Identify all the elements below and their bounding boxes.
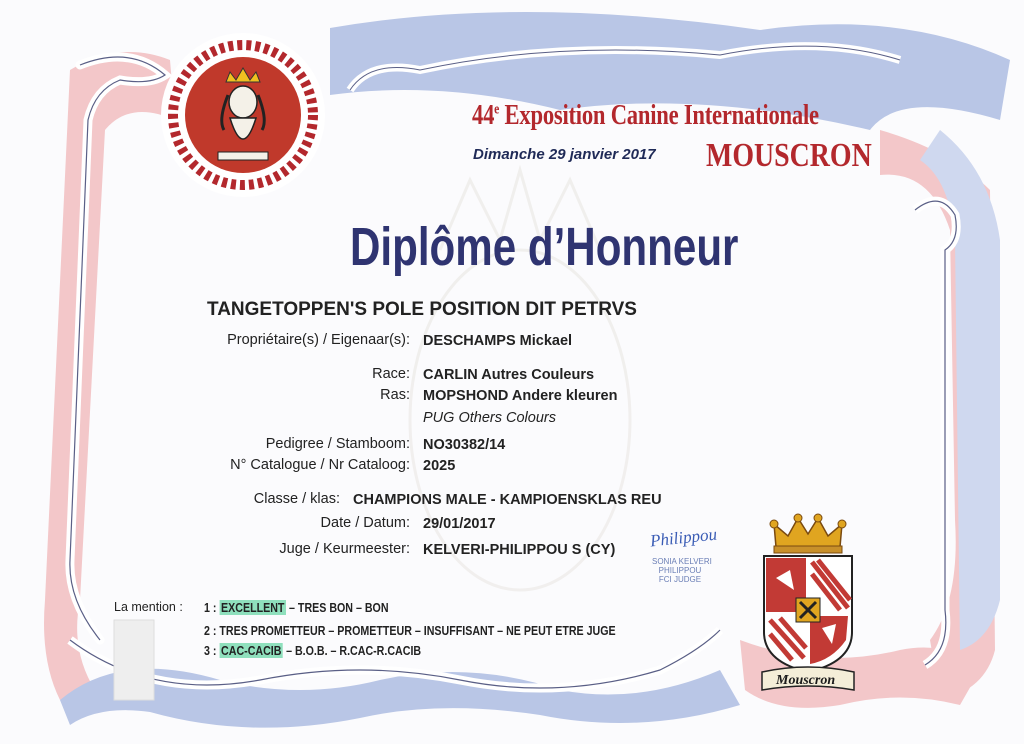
date-value: 29/01/2017 — [423, 516, 496, 532]
classe-label: Classe / klas: — [253, 491, 340, 507]
crown-icon — [770, 514, 846, 553]
date-label: Date / Datum: — [320, 515, 410, 531]
mention-cac-highlight: CAC-CACIB — [221, 643, 282, 658]
race-label: Race: — [372, 366, 410, 382]
coat-of-arms-icon — [756, 512, 860, 697]
event-title: 44e Exposition Canine Internationale — [472, 99, 819, 131]
mention-line-2: 2 : TRES PROMETTEUR – PROMETTEUR – INSUFFISANT – NE PEUT ETRE JUGE — [204, 623, 616, 638]
dog-name: TANGETOPPEN'S POLE POSITION DIT PETRVS — [207, 299, 637, 320]
judge-label: Juge / Keurmeester: — [279, 541, 410, 557]
pedigree-label: Pedigree / Stamboom: — [265, 436, 410, 452]
ras-value: MOPSHOND Andere kleuren — [423, 388, 618, 404]
mention-excellent-highlight: EXCELLENT — [221, 600, 285, 615]
owner-value: DESCHAMPS Mickael — [423, 333, 573, 349]
judge-signature: Philippou — [649, 524, 718, 551]
catalogue-value: 2025 — [423, 458, 456, 474]
race-value: CARLIN Autres Couleurs — [423, 367, 595, 383]
catalogue-label: N° Catalogue / Nr Cataloog: — [230, 457, 410, 473]
diploma-title: Diplôme d’Honneur — [350, 217, 739, 277]
stamp-line-1: SONIA KELVERI — [652, 557, 712, 566]
event-city: MOUSCRON — [706, 137, 872, 174]
coat-of-arms-label: Mouscron — [776, 673, 836, 688]
breed-english: PUG Others Colours — [423, 410, 556, 426]
classe-value: CHAMPIONS MALE - KAMPIOENSKLAS REU — [353, 492, 662, 508]
stamp-line-2: PHILIPPOU — [658, 566, 702, 575]
mention-line-1: 1 : EXCELLENT – TRES BON – BON — [204, 600, 389, 615]
mention-label: La mention : — [114, 600, 183, 614]
owner-label: Propriétaire(s) / Eigenaar(s): — [227, 332, 410, 348]
event-date: Dimanche 29 janvier 2017 — [473, 146, 656, 163]
stamp-line-3: FCI JUDGE — [658, 575, 702, 584]
ras-label: Ras: — [380, 387, 410, 403]
judge-value: KELVERI-PHILIPPOU S (CY) — [423, 542, 616, 558]
pedigree-value: NO30382/14 — [423, 437, 506, 453]
mention-line-3: 3 : CAC-CACIB – B.O.B. – R.CAC-R.CACIB — [204, 643, 422, 658]
dog-club-emblem-icon — [158, 30, 328, 200]
judge-stamp — [652, 557, 712, 584]
